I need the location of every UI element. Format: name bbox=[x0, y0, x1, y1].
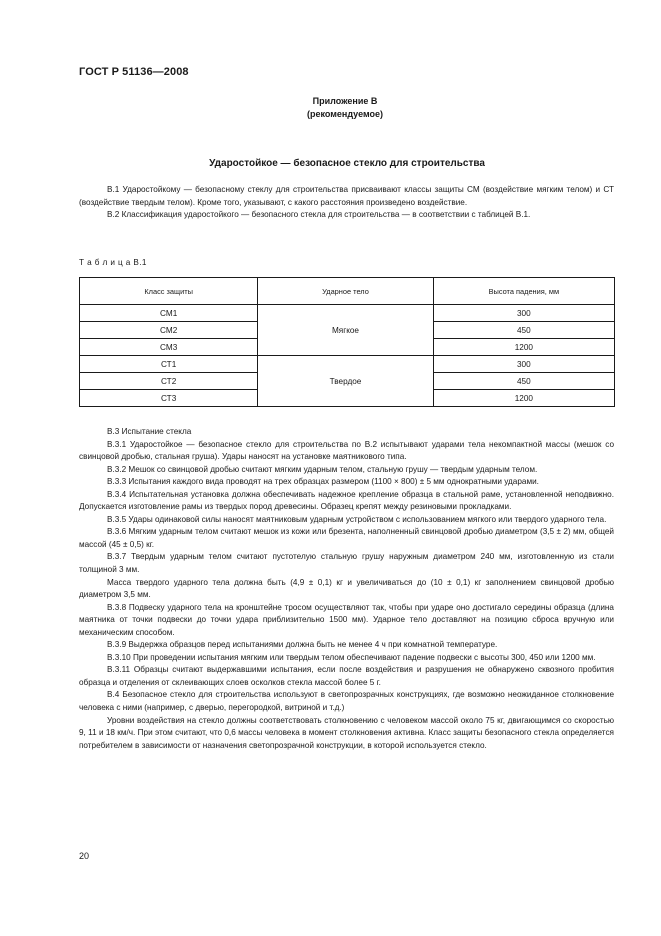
page-number: 20 bbox=[79, 851, 90, 861]
cell-class: СМ1 bbox=[80, 305, 258, 322]
section-title: Ударостойкое — безопасное стекло для строительства bbox=[209, 158, 485, 169]
document-code: ГОСТ Р 51136—2008 bbox=[79, 66, 189, 78]
protection-class-table bbox=[79, 277, 615, 407]
paragraph-b3-3: В.3.3 Испытания каждого вида проводят на трех образцах размером (1100 × 800) ± 5 мм однократными ударами. bbox=[107, 477, 539, 487]
cell-class: СТ2 bbox=[80, 373, 258, 390]
paragraph-b3-1: В.3.1 Ударостойкое — безопасное стекло для строительства по В.2 испытывают ударами тела некомпактной массы (мешок со свинцовой дробью, стальная груша). Удары наносят на установке маятникового типа. bbox=[79, 439, 614, 462]
paragraph-b3-10: В.3.10 При проведении испытания мягким или твердым телом обеспечивают падение подвески с высоты 300, 450 или 1200 мм. bbox=[107, 652, 596, 662]
paragraph-b4-levels: Уровни воздействия на стекло должны соответствовать столкновению с человеком массой около 75 кг, двигающимся со скоростью 9, 11 и 18 км/ч. При этом считают, что 0,6 массы человека в момент столкновения активна. Класс защиты безопасного стекла определяется потребителем в зависимости от назначения светопрозрачной конструкции, в которой используется стекло. bbox=[79, 715, 614, 750]
cell-impact-body: Мягкое bbox=[258, 305, 433, 356]
cell-height: 1200 bbox=[433, 339, 614, 356]
paragraph-b3-2: В.3.2 Мешок со свинцовой дробью считают мягким ударным телом, стальную грушу — твердым ударным телом. bbox=[107, 464, 538, 474]
intro-text bbox=[79, 184, 614, 222]
paragraph-b3-6: В.3.6 Мягким ударным телом считают мешок из кожи или брезента, наполненный свинцовой дробью диаметром (3,5 ± 2) мм, общей массой (45 ± 0,5) кг. bbox=[79, 527, 614, 549]
paragraph-b3-7: В.3.7 Твердым ударным телом считают пустотелую стальную грушу наружным диаметром 240 мм, изготовленную из стали толщиной 3 мм. bbox=[79, 552, 614, 575]
paragraph-b1: В.1 Ударостойкому — безопасному стеклу для строительства присваивают классы защиты СМ (воздействие мягким телом) и СТ (воздействие твердым телом). Кроме того, указывают, с какого расстояния произведено воздействие. bbox=[79, 185, 614, 207]
paragraph-b3-7-mass: Масса твердого ударного тела должна быть (4,9 ± 0,1) кг и увеличиваться до (10 ± 0,1) кг заполнением свинцовой дробью диаметром 3,5 мм. bbox=[79, 577, 614, 600]
cell-height: 300 bbox=[433, 356, 614, 373]
paragraph-b3: В.3 Испытание стекла bbox=[107, 427, 192, 436]
annex-status: (рекомендуемое) bbox=[307, 109, 383, 119]
cell-height: 300 bbox=[433, 305, 614, 322]
paragraph-b2: В.2 Классификация ударостойкого — безопасного стекла для строительства — в соответствии с таблицей В.1. bbox=[107, 210, 531, 220]
header-drop-height: Высота падения, мм bbox=[433, 278, 614, 305]
table-row bbox=[80, 305, 615, 322]
paragraph-b3-8: В.3.8 Подвеску ударного тела на кронштейне тросом осуществляют так, чтобы при ударе оно достигало середины образца (длина маятника от точки подвески до точки удара приблизительно 1500 мм). Ударное тело доставляют на позицию сброса вручную или механическим способом. bbox=[79, 602, 614, 637]
cell-height: 450 bbox=[433, 322, 614, 339]
header-impact-body: Ударное тело bbox=[258, 278, 433, 305]
paragraph-b3-9: В.3.9 Выдержка образцов перед испытаниями должна быть не менее 4 ч при комнатной температуре. bbox=[107, 640, 498, 650]
paragraph-b3-11: В.3.11 Образцы считают выдержавшими испытания, если после воздействия и разрушения не обнаружено сквозного пробития образца и отделения от склеивающих слоев осколков стекла массой более 5 г. bbox=[79, 665, 614, 687]
paragraph-b3-4: В.3.4 Испытательная установка должна обеспечивать надежное крепление образца в стальной раме, установленной неподвижно. Допускается изготовление рамы из твердых пород древесины. Образец крепят между резиновыми прокладками. bbox=[79, 489, 614, 512]
header-protection-class: Класс защиты bbox=[80, 278, 258, 305]
annex-title: Приложение В bbox=[312, 96, 378, 106]
cell-height: 450 bbox=[433, 373, 614, 390]
table-row bbox=[80, 356, 615, 373]
cell-impact-body: Твердое bbox=[258, 356, 433, 407]
table-caption: Т а б л и ц а В.1 bbox=[79, 258, 147, 267]
test-procedure-text bbox=[79, 426, 614, 752]
cell-class: СМ2 bbox=[80, 322, 258, 339]
table-header-row bbox=[80, 278, 615, 305]
paragraph-b4: В.4 Безопасное стекло для строительства используют в светопрозрачных конструкциях, где возможно неожиданное столкновение человека с ними (например, с дверью, перегородкой, витриной и т.д.) bbox=[79, 690, 614, 713]
cell-class: СТ3 bbox=[80, 390, 258, 407]
cell-class: СМ3 bbox=[80, 339, 258, 356]
cell-height: 1200 bbox=[433, 390, 614, 407]
cell-class: СТ1 bbox=[80, 356, 258, 373]
paragraph-b3-5: В.3.5 Удары одинаковой силы наносят маятниковым ударным устройством с использованием мягкого или твердого ударного тела. bbox=[107, 514, 607, 524]
